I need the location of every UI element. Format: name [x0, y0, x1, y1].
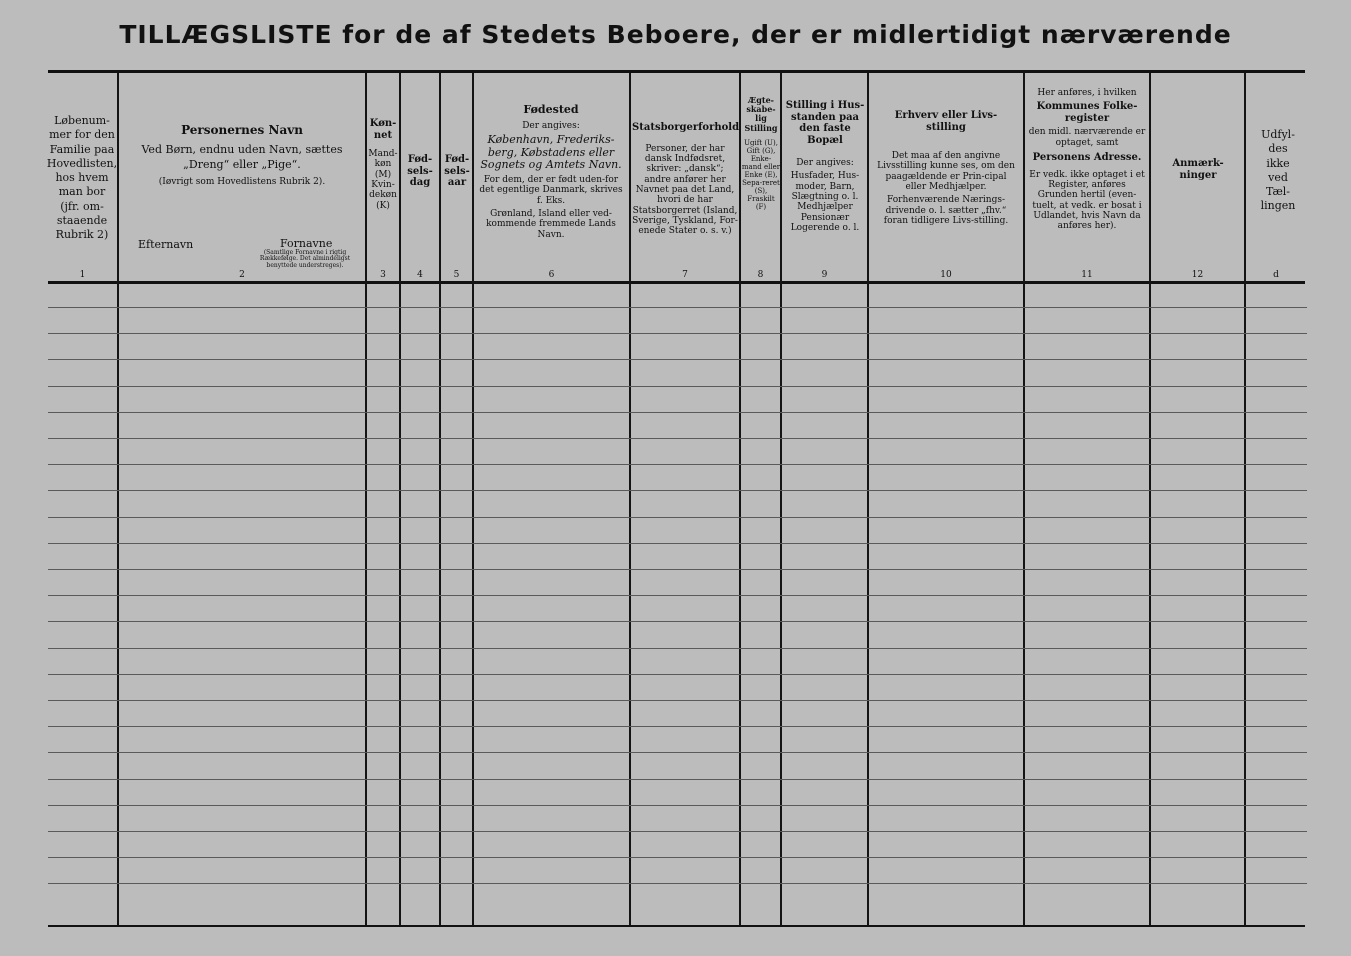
- header-col-7: [632, 122, 738, 240]
- cold-line: ved: [1268, 170, 1288, 184]
- col10-line: Forhenværende Nærings-drivende o. l. sætter „fhv.“ foran tidligere Livs-stilling.: [883, 195, 1009, 227]
- row-line: [48, 543, 1307, 544]
- cold-line: Udfyl-: [1261, 128, 1295, 141]
- header-col-11: [1027, 88, 1147, 235]
- col1-line: hos hvem: [55, 171, 109, 185]
- row-line: [48, 674, 1307, 675]
- row-line: [48, 857, 1307, 858]
- header-col-12: [1160, 158, 1236, 181]
- column-number: 6: [548, 270, 555, 280]
- col1-line: Hovedlisten,: [46, 156, 118, 170]
- col3-line: køn: [374, 159, 392, 170]
- col9-line: Husfader, Hus-moder, Barn, Slægtning o. l. Medhjælper Pensionær Logerende o. l.: [790, 171, 860, 234]
- row-line: [48, 700, 1307, 701]
- col2-line: Ved Børn, endnu uden Navn, sættes: [141, 142, 343, 156]
- col10-line: Det maa af den angivne Livsstilling kunne ses, om den paagældende er Prin-cipal eller Medhjælper.: [877, 151, 1015, 193]
- row-line: [48, 517, 1307, 518]
- row-line: [48, 333, 1307, 334]
- col3-line: Mand-: [368, 149, 398, 159]
- cold-line: lingen: [1260, 199, 1296, 213]
- col2-note: (Iøvrigt som Hovedlistens Rubrik 2).: [158, 177, 326, 188]
- cold-line: des: [1268, 142, 1288, 156]
- row-line: [48, 464, 1307, 465]
- column-number: 12: [1191, 270, 1204, 280]
- header-col-8: [741, 96, 781, 214]
- column-number: 2: [239, 270, 245, 280]
- row-line: [48, 438, 1307, 439]
- col1-line: (jfr. om-: [60, 199, 104, 213]
- col9-line: Der angives:: [796, 158, 854, 168]
- header-col-1: [46, 114, 118, 243]
- header-col-3: [367, 118, 399, 211]
- column-divider: [629, 73, 631, 925]
- col10-heading: Erhverv eller Livs-stilling: [894, 110, 998, 133]
- col2-heading: Personernes Navn: [181, 123, 303, 137]
- column-number: 1: [79, 270, 86, 280]
- col1-line: Familie paa: [49, 142, 115, 156]
- row-line: [48, 307, 1307, 308]
- col11-line: den midl. nærværende er optaget, samt: [1028, 127, 1146, 148]
- col1-line: Rubrik 2): [55, 228, 109, 242]
- column-number: 5: [453, 270, 460, 280]
- subheading-fornavne: Fornavne: [280, 237, 333, 250]
- col6-line: København, Frederiks-berg, Købstadens eller Sognets og Amtets Navn.: [480, 132, 622, 172]
- fornavne-note: [246, 250, 364, 269]
- col11-heading: Kommunes Folke-register: [1036, 101, 1138, 124]
- col8-heading: Ægte-skabe-lig Stilling: [744, 95, 778, 133]
- column-divider: [472, 73, 474, 925]
- col11-heading-2: Personens Adresse.: [1032, 152, 1142, 164]
- col6-line: Grønland, Island eller ved-kommende fremmede Lands Navn.: [486, 208, 616, 240]
- column-number: 7: [682, 270, 688, 280]
- col6-heading: Fødested: [523, 103, 579, 116]
- col4-heading: Fød-sels-dag: [407, 154, 433, 188]
- subheading-efternavn: Efternavn: [138, 238, 194, 251]
- col8-line: Ugift (U), Gift (G), Enke-mand eller Enke (E), Sepa-reret (S), Fraskilt (F): [741, 138, 781, 212]
- row-line: [48, 883, 1307, 884]
- column-number: 8: [757, 270, 764, 280]
- row-line: [48, 805, 1307, 806]
- col3-line: Kvin-: [371, 180, 395, 191]
- fornavne-note-text: (Samtlige Fornavne i rigtig Rækkefølge. Det almindeligst benyttede understreges).: [259, 249, 351, 269]
- column-number: 3: [380, 270, 386, 280]
- col1-line: staaende: [56, 214, 108, 228]
- row-line: [48, 569, 1307, 570]
- col12-heading: Anmærk-ninger: [1172, 158, 1224, 181]
- header-col-5: [441, 154, 473, 189]
- row-line: [48, 779, 1307, 780]
- row-line: [48, 490, 1307, 491]
- col1-line: Løbenum-: [54, 114, 110, 127]
- col7-line: Personer, der har dansk Indfødsret, skriver: „dansk“; andre anfører her Navnet paa det Land, hvori de har Statsborgerret (Island, Sverige, Tyskland, For-enede Stater o. s. v.): [632, 143, 738, 237]
- column-divider: [1244, 73, 1246, 925]
- row-line: [48, 386, 1307, 387]
- column-divider: [867, 73, 869, 925]
- column-divider: [1023, 73, 1025, 925]
- col3-line: (M): [374, 169, 392, 180]
- column-number: d: [1273, 270, 1279, 280]
- col3-line: (K): [376, 200, 390, 211]
- cold-line: Tæl-: [1265, 185, 1291, 199]
- col6-line: For dem, der er født uden-for det egentlige Danmark, skrives f. Eks.: [479, 174, 623, 206]
- col2-line: „Dreng“ eller „Pige“.: [183, 158, 301, 172]
- header-col-6: [478, 104, 624, 243]
- cold-line: ikke: [1266, 156, 1290, 170]
- col1-line: man bor: [58, 185, 106, 199]
- column-divider: [439, 73, 441, 925]
- column-number: 4: [417, 270, 423, 280]
- col3-heading: Køn-net: [369, 118, 397, 141]
- header-col-4: [401, 154, 439, 189]
- col7-heading: Statsborgerforhold: [632, 122, 740, 133]
- row-line: [48, 595, 1307, 596]
- col1-line: mer for den: [49, 128, 115, 142]
- row-line: [48, 752, 1307, 753]
- header-col-d: [1248, 128, 1308, 214]
- col11-line: Her anføres, i hvilken: [1037, 88, 1137, 98]
- header-bottom-rule: [48, 281, 1305, 284]
- column-divider: [1149, 73, 1151, 925]
- col5-heading: Fød-sels-aar: [444, 154, 470, 188]
- col9-heading: Stilling i Hus-standen paa den faste Bopæl: [785, 100, 865, 146]
- row-line: [48, 412, 1307, 413]
- row-line: [48, 831, 1307, 832]
- column-number: 9: [821, 270, 828, 280]
- column-number: 10: [940, 270, 952, 280]
- header-col-10: [876, 110, 1016, 229]
- column-number: 11: [1081, 270, 1093, 280]
- bottom-rule: [48, 925, 1305, 927]
- header-col-9: [784, 100, 866, 236]
- row-line: [48, 726, 1307, 727]
- column-divider: [399, 73, 401, 925]
- col6-line: Der angives:: [522, 120, 580, 131]
- col11-line: Er vedk. ikke optaget i et Register, anføres Grunden hertil (even-tuelt, at vedk. er bosat i Udlandet, hvis Navn da anføres her).: [1029, 169, 1145, 232]
- row-line: [48, 621, 1307, 622]
- form-title: TILLÆGSLISTE for de af Stedets Beboere, der er midlertidigt nærværende: [119, 20, 1232, 49]
- row-line: [48, 648, 1307, 649]
- header-col-2: [124, 124, 360, 190]
- row-line: [48, 359, 1307, 360]
- col3-line: dekøn: [369, 190, 397, 201]
- top-rule: [48, 70, 1305, 73]
